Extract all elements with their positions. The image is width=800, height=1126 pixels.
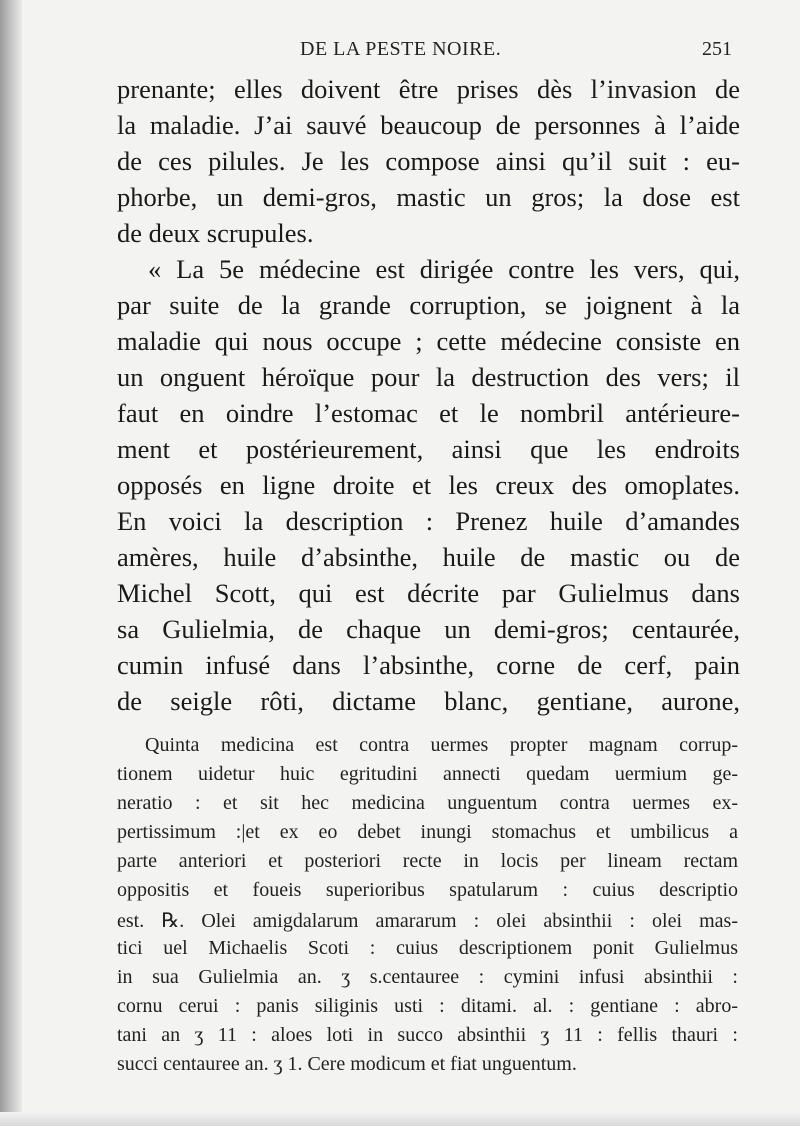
body-line: En voici la description : Prenez huile d’amandes [117, 506, 740, 536]
body-line: maladie qui nous occupe ; cette médecine consiste en [117, 326, 740, 356]
body-line: prenante; elles doivent être prises dès l’invasion de [117, 74, 740, 104]
body-line: un onguent héroïque pour la destruction des vers; il [117, 362, 740, 392]
body-line: sa Gulielmia, de chaque un demi-gros; centaurée, [117, 614, 740, 644]
footnote-line: succi centauree an. ʒ 1. Cere modicum et fiat unguentum. [117, 1053, 577, 1075]
footnote-line: cornu cerui : panis siliginis usti : ditami. al. : gentiane : abro- [117, 995, 738, 1017]
page-bottom-shadow [0, 1112, 800, 1126]
body-line: de deux scrupules. [117, 218, 314, 248]
footnote-line: tionem uidetur huic egritudini annecti quedam uermium ge- [117, 763, 738, 785]
footnote-line: Quinta medicina est contra uermes propter magnam corrup- [145, 734, 738, 756]
body-line: Michel Scott, qui est décrite par Gulielmus dans [117, 578, 740, 608]
body-line: cumin infusé dans l’absinthe, corne de cerf, pain [117, 650, 740, 680]
footnote-line: parte anteriori et posteriori recte in locis per lineam rectam [117, 850, 738, 872]
page-number: 251 [702, 38, 732, 60]
running-head: DE LA PESTE NOIRE. [300, 38, 502, 60]
body-line: la maladie. J’ai sauvé beaucoup de personnes à l’aide [117, 110, 740, 140]
footnote-line: in sua Gulielmia an. ʒ s.centauree : cymini infusi absinthii : [117, 966, 738, 988]
body-line: « La 5e médecine est dirigée contre les vers, qui, [148, 254, 740, 284]
body-line: opposés en ligne droite et les creux des omoplates. [117, 470, 740, 500]
body-line: par suite de la grande corruption, se joignent à la [117, 290, 740, 320]
footnote-line: neratio : et sit hec medicina unguentum contra uermes ex- [117, 792, 738, 814]
page-gutter-shadow [0, 0, 22, 1126]
footnote-line: oppositis et foueis superioribus spatularum : cuius descriptio [117, 879, 738, 901]
body-line: faut en oindre l’estomac et le nombril antérieure- [117, 398, 740, 428]
body-line: phorbe, un demi-gros, mastic un gros; la dose est [117, 182, 740, 212]
footnote-line: tici uel Michaelis Scoti : cuius descriptionem ponit Gulielmus [117, 937, 738, 959]
footnote-line: tani an ʒ 11 : aloes loti in succo absinthii ʒ 11 : fellis thauri : [117, 1024, 738, 1046]
body-line: de ces pilules. Je les compose ainsi qu’il suit : eu- [117, 146, 740, 176]
body-line: amères, huile d’absinthe, huile de mastic ou de [117, 542, 740, 572]
body-line: de seigle rôti, dictame blanc, gentiane, aurone, [117, 686, 740, 716]
body-line: ment et postérieurement, ainsi que les endroits [117, 434, 740, 464]
footnote-line: est. ℞. Olei amigdalarum amararum : olei absinthii : olei mas- [117, 910, 738, 932]
footnote-line: pertissimum :|et ex eo debet inungi stomachus et umbilicus a [117, 821, 738, 843]
